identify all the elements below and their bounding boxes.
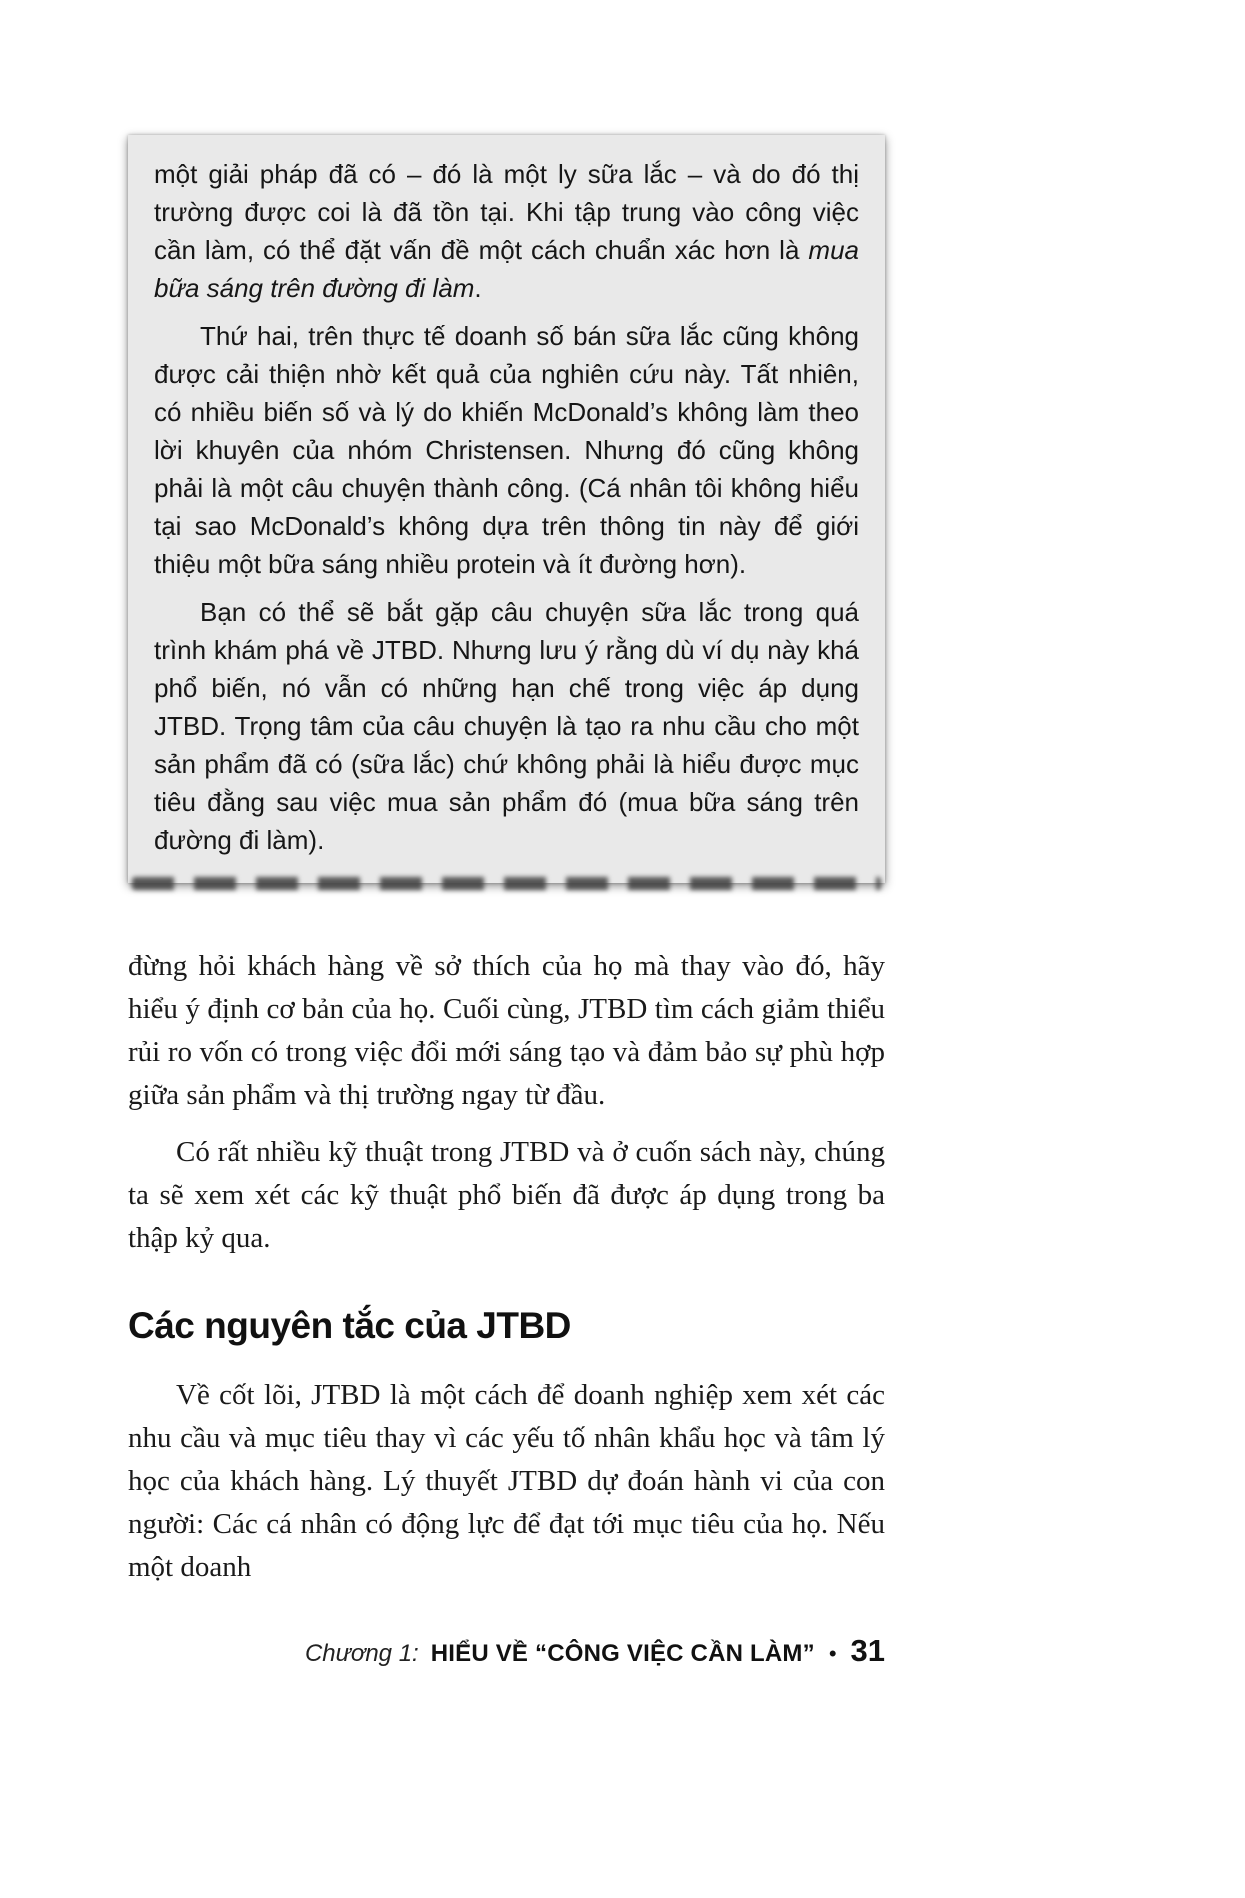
- chapter-label: Chương 1:: [304, 1640, 419, 1667]
- page-number: 31: [850, 1633, 885, 1668]
- torn-edge-decoration: [132, 877, 881, 890]
- excerpt-paragraph-3: Bạn có thể sẽ bắt gặp câu chuyện sữa lắc trong quá trình khám phá về JTBD. Nhưng lưu ý rằng dù ví dụ này khá phổ biến, nó vẫn có những hạn chế trong việc áp dụng JTBD. Trọng tâm của câu chuyện là tạo ra nhu cầu cho một sản phẩm đã có (sữa lắc) chứ không phải là hiểu được mục tiêu đằng sau việc mua sản phẩm đó (mua bữa sáng trên đường đi làm).: [154, 597, 859, 855]
- body-paragraph-3: Về cốt lõi, JTBD là một cách để doanh nghiệp xem xét các nhu cầu và mục tiêu thay vì các yếu tố nhân khẩu học và tâm lý học của khách hàng. Lý thuyết JTBD dự đoán hành vi của con người: Các cá nhân có động lực để đạt tới mục tiêu của họ. Nếu một doanh: [128, 1379, 885, 1583]
- page-footer: [128, 1633, 885, 1669]
- excerpt-paragraph-1-italic: mua bữa sáng trên đường đi làm: [154, 235, 859, 303]
- section-heading: Các nguyên tắc của JTBD: [128, 1305, 571, 1346]
- body-text: [128, 945, 885, 1589]
- excerpt-paragraph-2: Thứ hai, trên thực tế doanh số bán sữa lắc cũng không được cải thiện nhờ kết quả của nghiên cứu này. Tất nhiên, có nhiều biến số và lý do khiến McDonald’s không làm theo lời khuyên của nhóm Christensen. Nhưng đó cũng không phải là một câu chuyện thành công. (Cá nhân tôi không hiểu tại sao McDonald’s không dựa trên thông tin này để giới thiệu một bữa sáng nhiều protein và ít đường hơn).: [154, 321, 859, 579]
- excerpt-paragraph-1: [154, 155, 859, 307]
- page-column: [128, 135, 885, 1669]
- footer-separator: •: [828, 1641, 837, 1666]
- excerpt-box: [128, 135, 885, 883]
- body-paragraph-1: đừng hỏi khách hàng về sở thích của họ mà thay vào đó, hãy hiểu ý định cơ bản của họ. Cuối cùng, JTBD tìm cách giảm thiểu rủi ro vốn có trong việc đổi mới sáng tạo và đảm bảo sự phù hợp giữa sản phẩm và thị trường ngay từ đầu.: [128, 950, 885, 1111]
- excerpt-paragraph-1-end: .: [474, 273, 482, 303]
- chapter-title: HIỂU VỀ “CÔNG VIỆC CẦN LÀM”: [430, 1640, 815, 1667]
- body-paragraph-2: Có rất nhiều kỹ thuật trong JTBD và ở cuốn sách này, chúng ta sẽ xem xét các kỹ thuật phổ biến đã được áp dụng trong ba thập kỷ qua.: [128, 1136, 885, 1254]
- excerpt-paragraph-1-text: một giải pháp đã có – đó là một ly sữa lắc – và do đó thị trường được coi là đã tồn tại. Khi tập trung vào công việc cần làm, có thể đặt vấn đề một cách chuẩn xác hơn là: [154, 159, 859, 265]
